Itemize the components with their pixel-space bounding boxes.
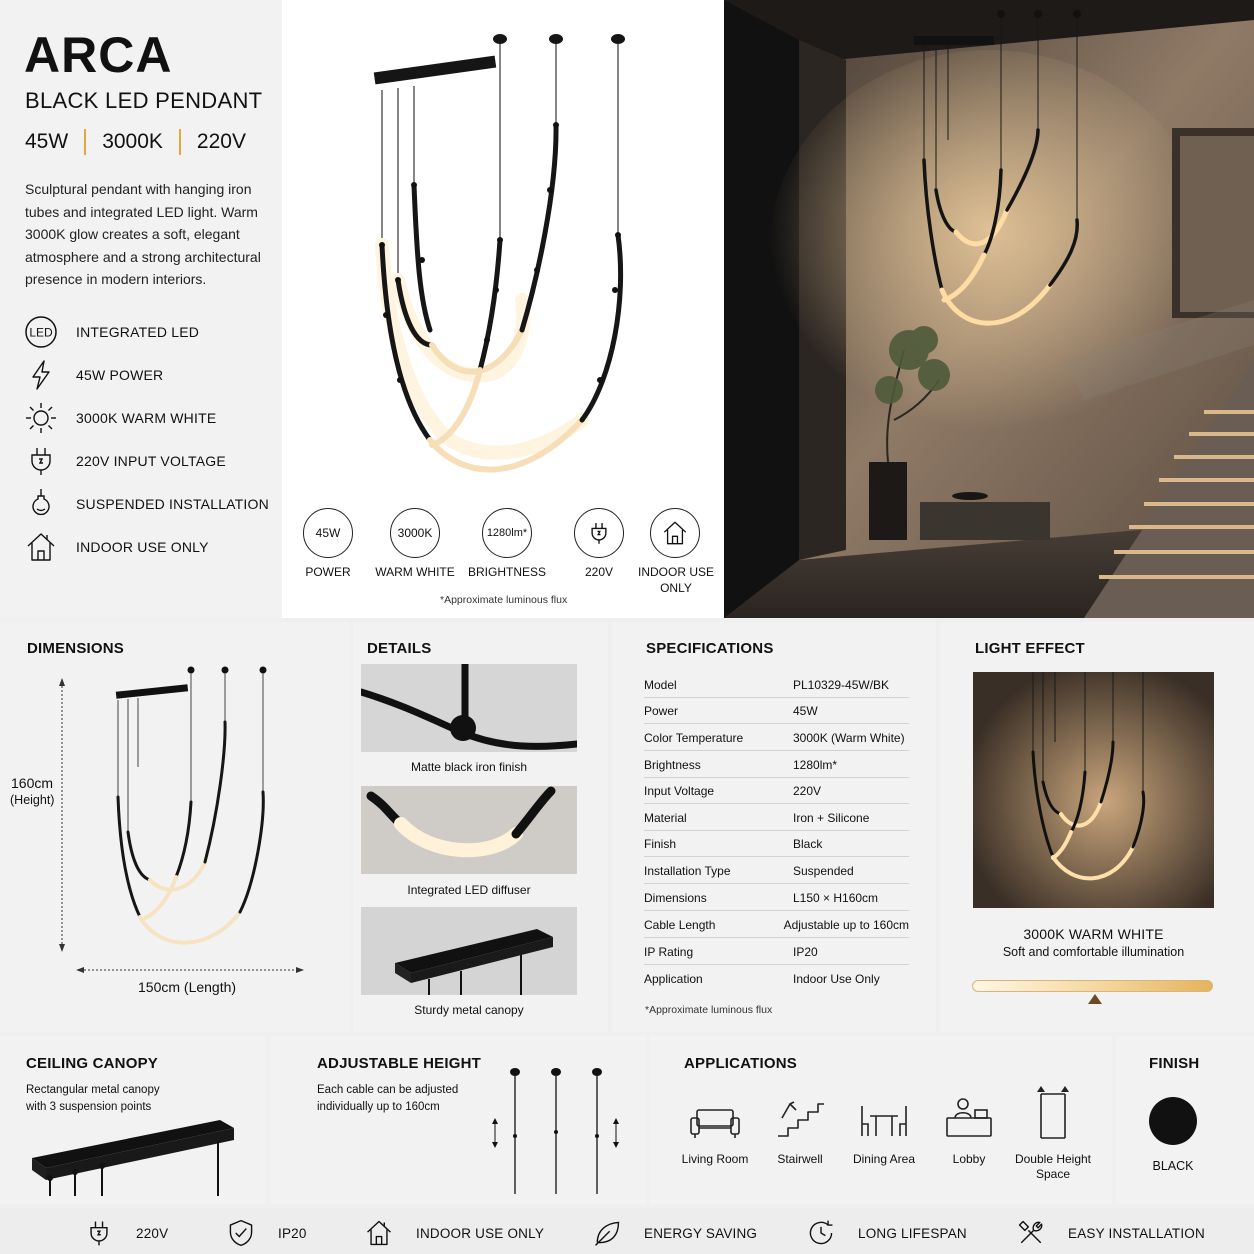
spec-row [644, 912, 909, 938]
sun-icon [24, 401, 58, 435]
details-title: DETAILS [367, 640, 432, 657]
spec-row [644, 778, 909, 804]
badge-color-temp [390, 508, 440, 558]
app-label: Lobby [952, 1152, 986, 1166]
spec-value: IP20 [793, 944, 818, 959]
spec-key: Finish [644, 836, 677, 851]
spec-key: Dimensions [644, 890, 707, 905]
spec-value: 45W [793, 703, 818, 718]
tools-icon [1016, 1218, 1046, 1248]
spec-key: Installation Type [644, 863, 731, 878]
intro-panel [0, 0, 282, 618]
spec-row [644, 885, 909, 911]
adjustable-height-illustration [480, 1064, 630, 1200]
feature-indoor [24, 529, 209, 565]
bottom-item-energy [592, 1216, 757, 1250]
light-effect-title: LIGHT EFFECT [975, 640, 1085, 657]
double-height-icon [1035, 1084, 1071, 1142]
feature-label: 45W POWER [76, 367, 164, 383]
svg-text:LED: LED [29, 325, 53, 340]
spec-key: Application [644, 972, 703, 986]
canopy-text: Rectangular metal canopy with 3 suspension points [26, 1084, 160, 1113]
spec-key: Input Voltage [644, 783, 715, 798]
light-effect-subtext: Soft and comfortable illumination [1002, 945, 1185, 959]
color-temp-scale [972, 980, 1213, 992]
product-subtitle: BLACK LED PENDANT [25, 88, 263, 113]
length-label: 150cm (Length) [138, 979, 237, 995]
detail-image-canopy [361, 907, 577, 995]
spec-row [644, 698, 909, 724]
led-icon [24, 315, 58, 349]
clock-refresh-icon [806, 1218, 836, 1248]
plug-icon [84, 1218, 114, 1248]
spec-value: Suspended [793, 863, 854, 878]
bottom-item-indoor [364, 1216, 544, 1250]
pendant-product-illustration [282, 0, 724, 500]
spec-key: Material [644, 810, 687, 825]
height-value: 160cm [11, 775, 54, 791]
bottom-label: ENERGY SAVING [644, 1225, 758, 1241]
detail-image-finish [361, 664, 577, 752]
spec-value: 1280lm* [793, 757, 838, 772]
finish-label: BLACK [1152, 1159, 1194, 1173]
badge-note: *Approximate luminous flux [440, 594, 568, 606]
bottom-label: EASY INSTALLATION [1068, 1225, 1205, 1241]
spec-row [644, 725, 909, 751]
canopy-illustration [20, 1116, 250, 1201]
sofa-icon [689, 1104, 741, 1140]
app-label: Dining Area [852, 1152, 916, 1166]
detail-caption: Integrated LED diffuser [407, 883, 531, 897]
badge-caption: BRIGHTNESS [467, 565, 546, 579]
spec-key: Color Temperature [644, 730, 744, 745]
pendant-bulb-icon [24, 487, 58, 521]
badge-caption: 220V [584, 565, 614, 579]
stairs-icon [774, 1096, 826, 1140]
feature-label: INDOOR USE ONLY [76, 539, 209, 555]
light-effect-heading: 3000K WARM WHITE [1023, 926, 1164, 942]
spec-value: 3000K (Warm White) [793, 730, 905, 745]
feature-label: 3000K WARM WHITE [76, 410, 217, 426]
bottom-item-voltage [84, 1216, 168, 1250]
product-description: Sculptural pendant with hanging iron tubes and integrated LED light. Warm 3000K glow creates a soft, elegant atmosphere and a strong architectural presence in modern interiors. [25, 181, 261, 288]
feature-suspended [24, 486, 269, 522]
feature-label: INTEGRATED LED [76, 324, 200, 340]
adjustable-title: ADJUSTABLE HEIGHT [317, 1055, 481, 1072]
scale-marker-icon [1088, 994, 1102, 1004]
feature-label: SUSPENDED INSTALLATION [76, 496, 269, 512]
feature-power [24, 357, 163, 393]
spec-temp: 3000K [102, 130, 163, 153]
leaf-icon [592, 1218, 622, 1248]
spec-divider [179, 129, 181, 155]
plug-icon [586, 520, 612, 546]
spec-row [644, 858, 909, 884]
badge-text: 1280lm* [486, 527, 528, 539]
bottom-label: LONG LIFESPAN [858, 1225, 967, 1241]
dimensions-panel [0, 622, 350, 1032]
specifications-title: SPECIFICATIONS [646, 640, 774, 657]
spec-key: Cable Length [644, 917, 716, 932]
spec-value: Iron + Silicone [793, 810, 870, 825]
product-image-panel [282, 0, 724, 618]
finish-panel [1116, 1036, 1254, 1204]
plug-icon [24, 444, 58, 478]
detail-image-diffuser [361, 786, 577, 874]
badge-caption: POWER [305, 565, 351, 579]
finish-swatch[interactable] [1149, 1097, 1197, 1145]
detail-caption: Matte black iron finish [410, 760, 528, 774]
feature-led [24, 314, 199, 350]
product-name: ARCA [24, 27, 173, 83]
house-icon [24, 530, 58, 564]
spec-divider [84, 129, 86, 155]
light-effect-image [973, 672, 1214, 908]
badge-caption: WARM WHITE [375, 565, 455, 579]
badge-text: 3000K [397, 526, 433, 540]
spec-row [644, 939, 909, 965]
spec-value: L150 × H160cm [793, 890, 879, 905]
spec-row [644, 966, 909, 992]
adjustable-text: Each cable can be adjusted individually up to 160cm [317, 1084, 459, 1113]
spec-value: Adjustable up to 160cm [783, 917, 909, 932]
lightning-icon [24, 358, 58, 392]
spec-key: Brightness [644, 757, 701, 772]
spec-row [644, 672, 909, 698]
applications-title: APPLICATIONS [684, 1055, 797, 1072]
app-label: Stairwell [777, 1152, 823, 1166]
bottom-item-ip [226, 1216, 307, 1250]
room-scene-panel [724, 0, 1254, 618]
badge-power [303, 508, 353, 558]
feature-label: 220V INPUT VOLTAGE [76, 453, 226, 469]
spec-row [644, 805, 909, 831]
dimension-drawing [0, 622, 350, 1032]
shield-check-icon [226, 1218, 256, 1248]
spec-value: 220V [793, 783, 822, 798]
room-scene-image [724, 0, 1254, 618]
height-label: (Height) [10, 793, 55, 807]
house-icon [661, 519, 689, 547]
spec-key: IP Rating [644, 944, 694, 959]
spec-value: Indoor Use Only [793, 972, 880, 986]
feature-voltage [24, 443, 226, 479]
adjustable-panel [270, 1036, 646, 1204]
badge-voltage [574, 508, 624, 558]
bottom-item-installation [1016, 1216, 1205, 1250]
spec-voltage: 220V [196, 130, 246, 153]
app-label: Living Room [681, 1152, 749, 1166]
bottom-item-lifespan [806, 1216, 967, 1250]
spec-key: Model [644, 677, 677, 692]
canopy-panel [0, 1036, 266, 1204]
bottom-label: INDOOR USE ONLY [416, 1225, 545, 1241]
feature-warm [24, 400, 216, 436]
spec-value: Black [793, 836, 823, 851]
bottom-label: 220V [136, 1225, 169, 1241]
app-label: Double Height Space [1014, 1152, 1092, 1181]
dimensions-title: DIMENSIONS [27, 640, 125, 657]
spec-power: 45W [25, 130, 69, 153]
house-icon [364, 1218, 394, 1248]
badge-caption: INDOOR USE ONLY [637, 565, 714, 595]
badge-brightness [482, 508, 532, 558]
spec-line [25, 129, 246, 155]
bottom-label: IP20 [278, 1225, 307, 1241]
badge-indoor [650, 508, 700, 558]
canopy-title: CEILING CANOPY [26, 1055, 158, 1072]
spec-value: PL10329-45W/BK [793, 677, 890, 692]
spec-key: Power [644, 703, 679, 718]
spec-row [644, 831, 909, 857]
finish-title: FINISH [1149, 1055, 1200, 1072]
dining-table-icon [858, 1100, 910, 1140]
spec-note: *Approximate luminous flux [645, 1004, 773, 1016]
spec-row [644, 752, 909, 778]
lobby-desk-icon [943, 1096, 995, 1140]
badge-text: 45W [315, 526, 341, 540]
detail-caption: Sturdy metal canopy [414, 1003, 524, 1017]
